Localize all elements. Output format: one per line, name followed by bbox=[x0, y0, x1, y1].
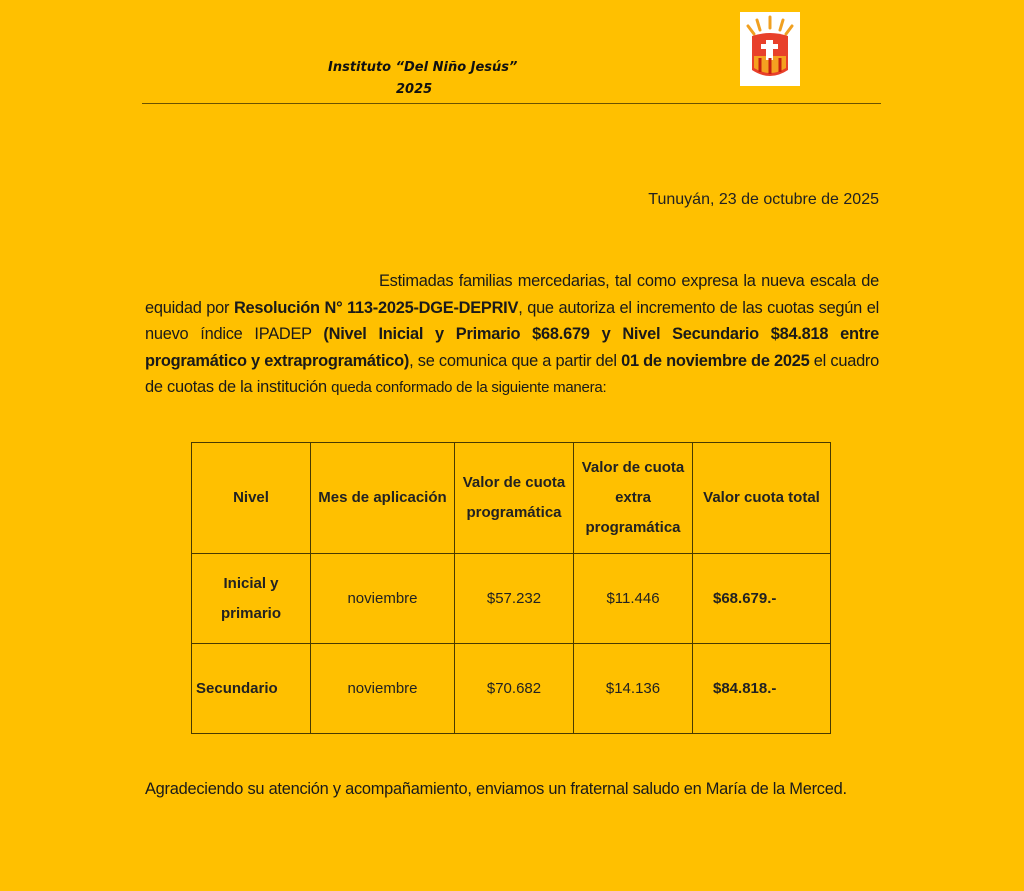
fees-table bbox=[191, 442, 831, 734]
header-divider bbox=[142, 103, 881, 104]
table-header-row bbox=[192, 443, 831, 554]
cell-mes: noviembre bbox=[311, 554, 455, 644]
table-row bbox=[192, 554, 831, 644]
cell-extra: $14.136 bbox=[574, 644, 693, 734]
letter-body bbox=[145, 268, 879, 402]
school-crest-icon bbox=[740, 12, 800, 86]
closing-paragraph: Agradeciendo su atención y acompañamiento, enviamos un fraternal saludo en María de la Merced. bbox=[145, 780, 847, 798]
body-text-2: , que autoriza el incremento de las cuotas según el nuevo índice IPADEP bbox=[145, 298, 879, 343]
header-extra: Valor de cuota extra programática bbox=[574, 443, 693, 554]
place-date: Tunuyán, 23 de octubre de 2025 bbox=[648, 191, 879, 208]
cell-programatica: $70.682 bbox=[455, 644, 574, 734]
header-programatica: Valor de cuota programática bbox=[455, 443, 574, 554]
header-total: Valor cuota total bbox=[693, 443, 831, 554]
body-text-3: , se comunica que a partir del bbox=[409, 351, 622, 370]
table-row bbox=[192, 644, 831, 734]
cell-nivel: Inicial y primario bbox=[192, 554, 311, 644]
body-text-5: queda conformado de la siguiente manera: bbox=[331, 379, 607, 396]
header-nivel: Nivel bbox=[192, 443, 311, 554]
body-text-1: Estimadas familias mercedarias, tal como expresa la nueva escala de equidad por bbox=[145, 272, 879, 317]
body-text-4: el cuadro de cuotas de la institución bbox=[145, 351, 880, 396]
resolution-number: Resolución N° 113-2025-DGE-DEPRIV bbox=[233, 298, 519, 317]
header-year: 2025 bbox=[396, 82, 433, 97]
institution-name: Instituto “Del Niño Jesús” bbox=[328, 60, 518, 75]
cell-nivel: Secundario bbox=[192, 644, 311, 734]
ipadep-values: (Nivel Inicial y Primario $68.679 y Nivel Secundario $84.818 entre programático y extraprogramático) bbox=[145, 325, 879, 370]
cell-mes: noviembre bbox=[311, 644, 455, 734]
cell-total: $68.679.- bbox=[693, 554, 831, 644]
effective-date: 01 de noviembre de 2025 bbox=[621, 351, 810, 370]
header-mes: Mes de aplicación bbox=[311, 443, 455, 554]
cell-total: $84.818.- bbox=[693, 644, 831, 734]
cell-programatica: $57.232 bbox=[455, 554, 574, 644]
cell-extra: $11.446 bbox=[574, 554, 693, 644]
